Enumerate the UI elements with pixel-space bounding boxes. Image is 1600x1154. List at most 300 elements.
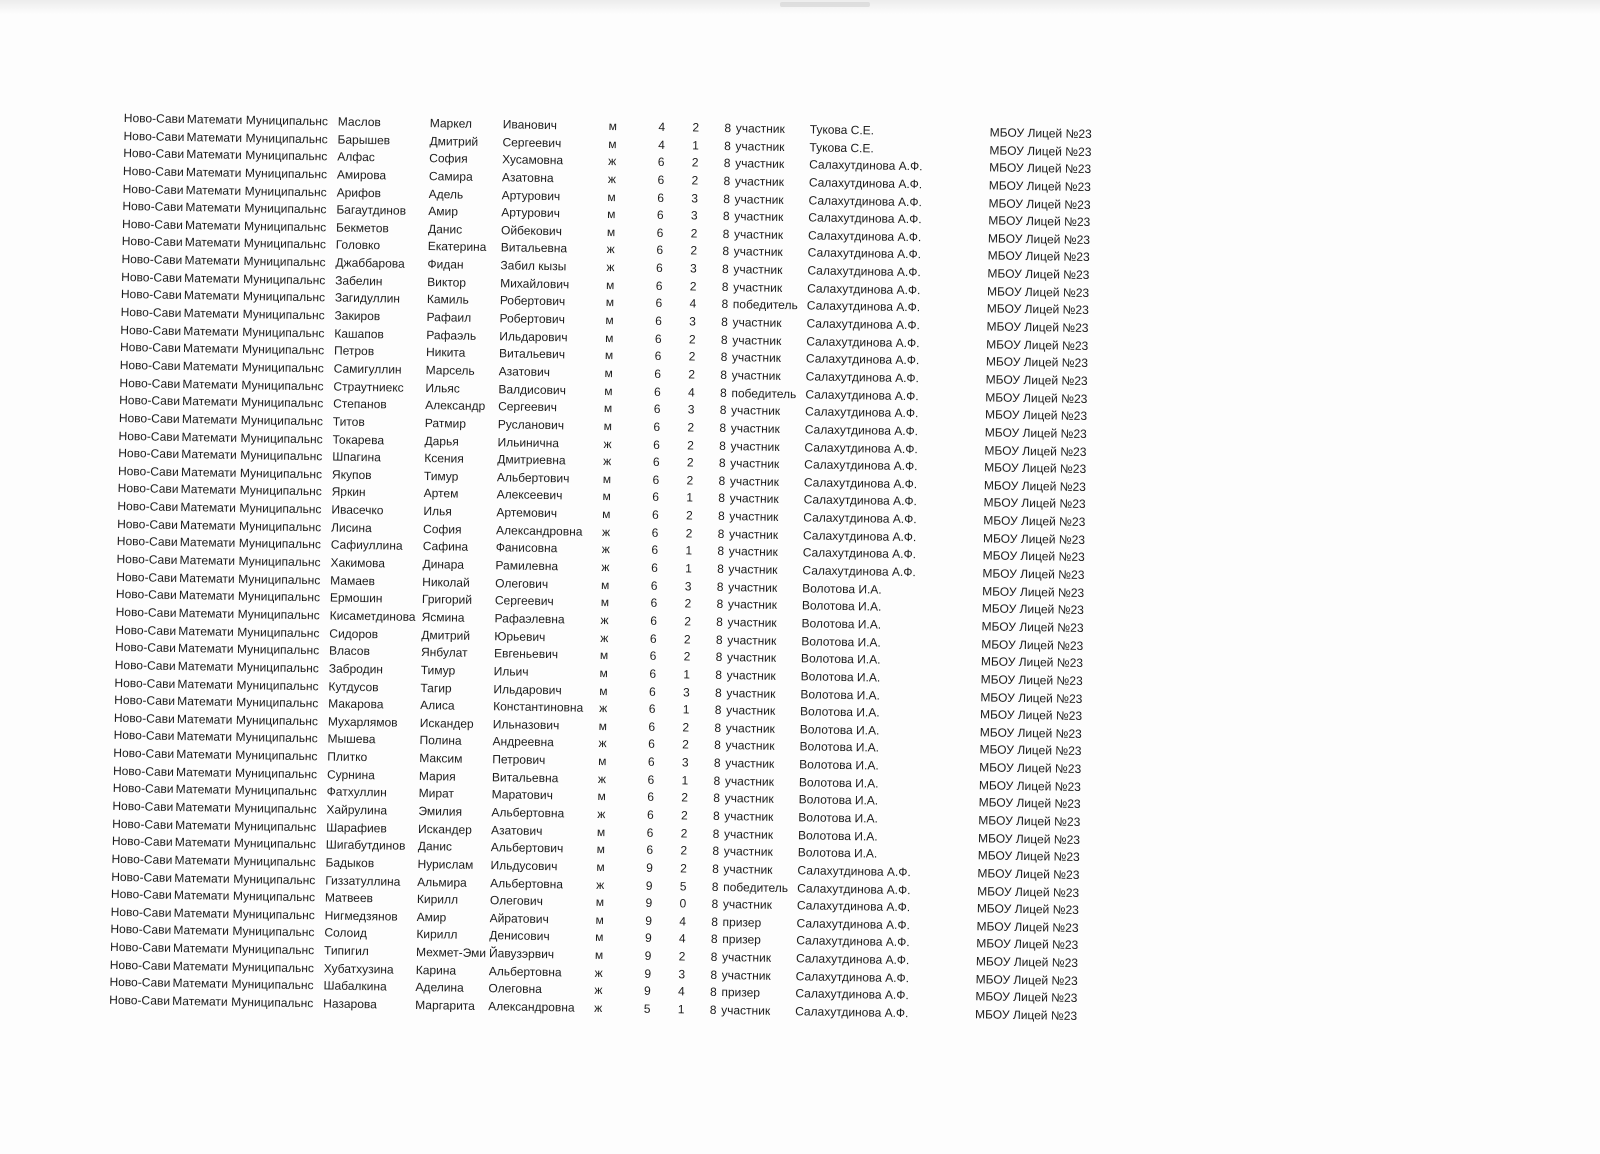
cell-subject: Математи xyxy=(183,323,239,339)
cell-grade: 6 xyxy=(653,437,660,452)
cell-school: Ново-Сави xyxy=(115,587,177,603)
cell-first-name: Марсель xyxy=(425,363,475,378)
cell-school: Ново-Сави xyxy=(113,745,175,761)
cell-max-score: 8 xyxy=(715,667,723,682)
cell-score: 1 xyxy=(685,543,693,558)
cell-patronymic: Ильинична xyxy=(497,434,560,450)
cell-organization: МБОУ Лицей №23 xyxy=(980,689,1083,706)
cell-sex: м xyxy=(605,295,615,310)
cell-status: участник xyxy=(731,350,782,366)
cell-last-name: Власов xyxy=(328,643,371,659)
cell-organization: МБОУ Лицей №23 xyxy=(975,954,1079,971)
cell-first-name: Рафаил xyxy=(426,310,472,325)
cell-school: Ново-Сави xyxy=(111,851,173,867)
cell-stage: Муниципальнс xyxy=(244,165,328,182)
cell-school: Ново-Сави xyxy=(117,499,179,515)
cell-max-score: 8 xyxy=(724,120,732,136)
cell-subject: Математи xyxy=(181,411,238,427)
cell-teacher: Салахутдинова А.Ф. xyxy=(806,334,920,350)
cell-score: 2 xyxy=(691,155,699,170)
cell-first-name: Тимур xyxy=(423,468,459,484)
cell-organization: МБОУ Лицей №23 xyxy=(982,566,1085,583)
cell-stage: Муниципальнс xyxy=(239,501,322,517)
cell-school: Ново-Сави xyxy=(120,322,182,338)
cell-first-name: Илья xyxy=(423,504,452,519)
cell-stage: Муниципальнс xyxy=(236,659,319,676)
cell-patronymic: Олегович xyxy=(489,893,544,909)
cell-grade: 6 xyxy=(647,790,655,805)
cell-organization: МБОУ Лицей №23 xyxy=(987,266,1090,283)
cell-organization: МБОУ Лицей №23 xyxy=(981,601,1084,618)
cell-stage: Муниципальнс xyxy=(242,324,325,341)
cell-organization: МБОУ Лицей №23 xyxy=(984,460,1087,477)
cell-last-name: Джаббарова xyxy=(335,255,405,271)
cell-subject: Математи xyxy=(175,764,232,780)
cell-max-score: 8 xyxy=(713,773,721,788)
cell-grade: 6 xyxy=(646,825,654,840)
cell-status: участник xyxy=(725,756,775,771)
cell-teacher: Салахутдинова А.Ф. xyxy=(802,528,917,544)
cell-max-score: 8 xyxy=(718,491,726,506)
cell-sex: ж xyxy=(608,154,617,169)
cell-grade: 6 xyxy=(653,402,661,417)
cell-score: 2 xyxy=(684,596,692,611)
cell-first-name: Динара xyxy=(422,557,465,572)
cell-teacher: Волотова И.А. xyxy=(798,774,879,791)
cell-organization: МБОУ Лицей №23 xyxy=(987,231,1091,247)
cell-school: Ново-Сави xyxy=(122,199,184,215)
cell-status: участник xyxy=(733,244,783,260)
cell-last-name: Алфас xyxy=(337,149,375,165)
cell-grade: 6 xyxy=(655,313,663,328)
cell-school: Ново-Сави xyxy=(110,922,172,938)
cell-school: Ново-Сави xyxy=(117,516,179,532)
cell-subject: Математи xyxy=(180,482,237,498)
cell-grade: 6 xyxy=(653,419,661,434)
cell-score: 5 xyxy=(679,878,687,893)
cell-stage: Муниципальнс xyxy=(243,218,327,235)
cell-organization: МБОУ Лицей №23 xyxy=(983,495,1086,512)
cell-max-score: 8 xyxy=(712,826,720,841)
cell-first-name: Александр xyxy=(425,398,486,414)
cell-score: 3 xyxy=(691,190,699,206)
cell-first-name: Виктор xyxy=(427,274,467,290)
cell-score: 2 xyxy=(692,120,700,135)
cell-last-name: Шарафиев xyxy=(326,820,387,836)
cell-max-score: 8 xyxy=(721,314,729,330)
cell-school: Ново-Сави xyxy=(118,428,180,444)
cell-patronymic: Ильдарович xyxy=(493,681,562,697)
cell-subject: Математи xyxy=(173,905,230,921)
cell-organization: МБОУ Лицей №23 xyxy=(977,866,1080,882)
cell-stage: Муниципальнс xyxy=(235,730,318,746)
cell-organization: МБОУ Лицей №23 xyxy=(979,742,1082,759)
cell-last-name: Кутдусов xyxy=(328,678,379,694)
cell-organization: МБОУ Лицей №23 xyxy=(978,777,1082,794)
cell-stage: Муниципальнс xyxy=(240,412,324,429)
cell-organization: МБОУ Лицей №23 xyxy=(983,478,1087,494)
cell-organization: МБОУ Лицей №23 xyxy=(976,901,1079,918)
cell-teacher: Волотова И.А. xyxy=(801,616,882,632)
cell-teacher: Салахутдинова А.Ф. xyxy=(805,351,920,368)
cell-status: участник xyxy=(732,315,782,330)
cell-status: призер xyxy=(722,932,762,948)
scan-artifact xyxy=(780,2,870,7)
cell-teacher: Салахутдинова А.Ф. xyxy=(795,986,909,1003)
cell-sex: м xyxy=(598,718,608,733)
cell-school: Ново-Сави xyxy=(121,234,183,250)
cell-subject: Математи xyxy=(185,164,242,180)
cell-stage: Муниципальнс xyxy=(232,924,315,940)
cell-grade: 6 xyxy=(649,631,657,646)
cell-last-name: Самигуллин xyxy=(333,361,402,377)
cell-organization: МБОУ Лицей №23 xyxy=(987,248,1090,265)
cell-organization: МБОУ Лицей №23 xyxy=(989,142,1092,159)
cell-sex: ж xyxy=(603,454,612,469)
cell-stage: Муниципальнс xyxy=(233,836,317,852)
cell-teacher: Салахутдинова А.Ф. xyxy=(804,422,919,439)
cell-school: Ново-Сави xyxy=(110,887,172,903)
cell-organization: МБОУ Лицей №23 xyxy=(985,389,1088,406)
cell-first-name: Амир xyxy=(416,909,447,925)
cell-last-name: Титов xyxy=(332,414,365,429)
cell-patronymic: Алексеевич xyxy=(496,487,563,503)
cell-school: Ново-Сави xyxy=(119,340,181,356)
cell-status: участник xyxy=(729,509,779,524)
cell-patronymic: Александровна xyxy=(488,999,575,1015)
cell-sex: ж xyxy=(597,806,606,822)
cell-school: Ново-Сави xyxy=(117,481,179,497)
cell-organization: МБОУ Лицей №23 xyxy=(985,354,1089,371)
cell-teacher: Волотова И.А. xyxy=(800,669,881,685)
cell-patronymic: Альбертовна xyxy=(491,805,565,821)
cell-subject: Математи xyxy=(181,429,238,445)
cell-subject: Математи xyxy=(184,270,240,286)
cell-status: участник xyxy=(726,685,776,701)
cell-status: участник xyxy=(733,262,783,278)
cell-status: участник xyxy=(721,950,772,965)
cell-status: участник xyxy=(726,667,776,683)
cell-score: 1 xyxy=(692,138,699,153)
cell-school: Ново-Сави xyxy=(115,604,177,620)
cell-organization: МБОУ Лицей №23 xyxy=(975,1007,1078,1023)
cell-last-name: Маслов xyxy=(337,114,381,130)
cell-stage: Муниципальнс xyxy=(239,483,322,499)
cell-max-score: 8 xyxy=(710,932,718,947)
cell-sex: м xyxy=(597,789,606,804)
cell-status: участник xyxy=(735,138,785,154)
cell-school: Ново-Сави xyxy=(113,710,175,726)
cell-first-name: Дмитрий xyxy=(421,627,471,643)
cell-status: участник xyxy=(725,720,775,736)
cell-first-name: Мират xyxy=(418,786,455,801)
cell-teacher: Салахутдинова А.Ф. xyxy=(807,281,921,297)
cell-status: участник xyxy=(724,791,774,807)
cell-subject: Математи xyxy=(177,641,234,657)
cell-patronymic: Альбертовна xyxy=(490,875,564,891)
cell-last-name: Фатхуллин xyxy=(326,784,387,800)
cell-organization: МБОУ Лицей №23 xyxy=(988,195,1091,212)
cell-score: 4 xyxy=(679,914,687,929)
cell-school: Ново-Сави xyxy=(121,216,184,232)
cell-first-name: Рафаэль xyxy=(426,327,477,343)
cell-stage: Муниципальнс xyxy=(231,942,315,958)
cell-grade: 9 xyxy=(644,984,651,999)
cell-subject: Математи xyxy=(173,888,230,904)
cell-score: 2 xyxy=(688,367,696,382)
cell-stage: Муниципальнс xyxy=(238,553,321,570)
cell-teacher: Волотова И.А. xyxy=(799,739,880,756)
cell-teacher: Салахутдинова А.Ф. xyxy=(807,228,922,245)
cell-stage: Муниципальнс xyxy=(231,994,314,1011)
cell-organization: МБОУ Лицей №23 xyxy=(989,125,1092,142)
cell-patronymic: Петрович xyxy=(492,752,546,768)
cell-max-score: 8 xyxy=(719,403,727,418)
cell-school: Ново-Сави xyxy=(111,869,173,885)
cell-subject: Математи xyxy=(183,288,240,304)
cell-status: участник xyxy=(733,226,784,242)
cell-first-name: Никита xyxy=(425,345,466,361)
cell-patronymic: Витальевич xyxy=(498,346,566,362)
cell-max-score: 8 xyxy=(710,949,718,965)
cell-patronymic: Александровна xyxy=(495,522,583,539)
cell-patronymic: Робертович xyxy=(499,293,566,309)
cell-school: Ново-Сави xyxy=(121,252,183,268)
cell-teacher: Салахутдинова А.Ф. xyxy=(806,316,920,333)
cell-status: участник xyxy=(728,579,778,595)
cell-score: 2 xyxy=(680,843,688,858)
cell-school: Ново-Сави xyxy=(113,728,175,744)
cell-patronymic: Рамилевна xyxy=(495,558,559,574)
cell-last-name: Мышева xyxy=(327,731,376,747)
cell-status: участник xyxy=(727,632,777,648)
cell-teacher: Салахутдинова А.Ф. xyxy=(809,157,923,174)
cell-max-score: 8 xyxy=(722,226,730,241)
cell-score: 0 xyxy=(679,896,687,911)
cell-grade: 6 xyxy=(648,719,656,734)
cell-score: 2 xyxy=(687,437,694,453)
cell-stage: Муниципальнс xyxy=(236,677,319,693)
cell-grade: 6 xyxy=(655,296,663,311)
cell-subject: Математи xyxy=(186,147,242,163)
cell-teacher: Салахутдинова А.Ф. xyxy=(802,545,917,562)
cell-grade: 6 xyxy=(657,155,665,170)
cell-patronymic: Альбертовна xyxy=(488,963,562,980)
cell-max-score: 8 xyxy=(722,209,730,224)
cell-sex: ж xyxy=(603,436,612,451)
cell-sex: м xyxy=(600,577,610,592)
cell-patronymic: Олеговна xyxy=(488,981,542,997)
cell-teacher: Волотова И.А. xyxy=(801,633,881,650)
cell-teacher: Волотова И.А. xyxy=(802,580,882,597)
cell-teacher: Салахутдинова А.Ф. xyxy=(802,563,916,580)
cell-subject: Математи xyxy=(172,958,229,974)
cell-last-name: Ивасечко xyxy=(331,502,384,518)
cell-grade: 6 xyxy=(646,843,654,858)
cell-sex: м xyxy=(605,277,615,292)
cell-last-name: Яркин xyxy=(331,484,366,500)
cell-stage: Муниципальнс xyxy=(240,448,323,464)
cell-sex: ж xyxy=(594,965,603,980)
cell-patronymic: Сергеевич xyxy=(494,593,554,609)
cell-last-name: Матвеев xyxy=(324,890,374,906)
cell-patronymic: Азатович xyxy=(491,822,543,838)
cell-max-score: 8 xyxy=(723,191,731,206)
cell-grade: 6 xyxy=(652,472,660,487)
cell-last-name: Плитко xyxy=(327,749,368,765)
cell-subject: Математи xyxy=(179,552,236,568)
cell-last-name: Солоид xyxy=(324,925,368,941)
cell-sex: м xyxy=(605,313,614,328)
cell-school: Ново-Сави xyxy=(119,357,181,373)
cell-school: Ново-Сави xyxy=(123,110,185,127)
cell-first-name: Тимур xyxy=(420,662,456,678)
cell-organization: МБОУ Лицей №23 xyxy=(988,213,1091,230)
cell-teacher: Салахутдинова А.Ф. xyxy=(795,1004,909,1021)
cell-first-name: Алиса xyxy=(420,698,455,713)
cell-school: Ново-Сави xyxy=(112,798,174,814)
cell-patronymic: Евгеньевич xyxy=(493,646,559,662)
cell-school: Ново-Сави xyxy=(117,463,179,479)
cell-first-name: София xyxy=(429,151,468,166)
cell-school: Ново-Сави xyxy=(120,305,182,321)
cell-teacher: Салахутдинова А.Ф. xyxy=(808,192,923,209)
cell-last-name: Сурнина xyxy=(326,767,375,782)
cell-status: участник xyxy=(726,650,777,666)
cell-score: 1 xyxy=(686,490,694,505)
cell-first-name: Ясмина xyxy=(421,609,465,625)
cell-stage: Муниципальнс xyxy=(232,906,315,923)
cell-sex: м xyxy=(596,824,606,839)
cell-sex: ж xyxy=(606,260,615,275)
cell-score: 2 xyxy=(685,508,693,523)
cell-patronymic: Валдисович xyxy=(498,381,567,397)
cell-patronymic: Ильдарович xyxy=(499,328,568,345)
cell-first-name: Артем xyxy=(423,486,459,502)
cell-max-score: 8 xyxy=(721,297,729,312)
cell-stage: Муниципальнс xyxy=(233,871,316,887)
cell-subject: Математи xyxy=(180,464,237,480)
cell-grade: 6 xyxy=(654,349,662,364)
cell-first-name: Николай xyxy=(422,574,470,590)
cell-first-name: Дарья xyxy=(424,433,459,449)
cell-max-score: 8 xyxy=(711,897,719,912)
cell-school: Ново-Сави xyxy=(112,763,174,779)
cell-last-name: Мамаев xyxy=(330,573,376,588)
cell-patronymic: Ильназович xyxy=(492,716,560,733)
cell-score: 2 xyxy=(678,949,686,964)
cell-score: 2 xyxy=(687,420,695,435)
cell-teacher: Волотова И.А. xyxy=(800,651,881,667)
cell-grade: 6 xyxy=(656,243,664,258)
cell-school: Ново-Сави xyxy=(116,534,178,550)
cell-school: Ново-Сави xyxy=(123,128,185,144)
cell-score: 3 xyxy=(690,208,698,223)
cell-subject: Математи xyxy=(186,129,243,145)
cell-max-score: 8 xyxy=(716,579,724,594)
cell-max-score: 8 xyxy=(717,561,724,577)
cell-sex: м xyxy=(602,507,611,522)
cell-sex: ж xyxy=(601,559,610,575)
cell-organization: МБОУ Лицей №23 xyxy=(975,971,1078,988)
cell-max-score: 8 xyxy=(721,262,729,277)
cell-subject: Математи xyxy=(172,993,228,1009)
cell-max-score: 8 xyxy=(711,879,719,894)
cell-first-name: Максим xyxy=(419,751,463,766)
cell-sex: м xyxy=(608,136,617,151)
cell-max-score: 8 xyxy=(713,755,721,771)
cell-grade: 4 xyxy=(658,137,665,152)
cell-grade: 6 xyxy=(655,260,663,276)
cell-sex: ж xyxy=(598,736,607,751)
cell-organization: МБОУ Лицей №23 xyxy=(979,760,1082,777)
cell-organization: МБОУ Лицей №23 xyxy=(982,583,1085,600)
cell-status: участник xyxy=(722,897,773,913)
cell-max-score: 8 xyxy=(715,650,723,665)
cell-status: участник xyxy=(721,967,771,983)
cell-status: участник xyxy=(729,491,779,507)
cell-last-name: Бекметов xyxy=(335,220,389,236)
cell-organization: МБОУ Лицей №23 xyxy=(984,442,1087,459)
cell-teacher: Салахутдинова А.Ф. xyxy=(797,880,911,897)
cell-status: участник xyxy=(724,773,775,789)
cell-school: Ново-Сави xyxy=(109,957,171,973)
cell-organization: МБОУ Лицей №23 xyxy=(980,654,1084,671)
cell-last-name: Арифов xyxy=(336,185,382,200)
cell-score: 2 xyxy=(686,473,694,488)
cell-last-name: Забелин xyxy=(335,273,383,289)
cell-sex: м xyxy=(599,683,608,698)
cell-stage: Муниципальнс xyxy=(245,148,328,164)
cell-sex: м xyxy=(594,948,604,963)
cell-grade: 5 xyxy=(643,1001,651,1016)
cell-school: Ново-Сави xyxy=(118,446,180,462)
cell-stage: Муниципальнс xyxy=(233,853,316,870)
cell-subject: Математи xyxy=(172,941,229,956)
cell-first-name: Маркел xyxy=(429,116,473,131)
cell-max-score: 8 xyxy=(716,614,724,629)
cell-grade: 6 xyxy=(657,172,665,187)
cell-sex: м xyxy=(596,842,606,857)
cell-status: участник xyxy=(731,368,781,383)
cell-sex: ж xyxy=(601,524,611,539)
cell-last-name: Лисина xyxy=(330,520,372,535)
cell-subject: Математи xyxy=(182,376,239,392)
cell-teacher: Салахутдинова А.Ф. xyxy=(795,951,910,968)
cell-stage: Муниципальнс xyxy=(239,518,322,535)
cell-teacher: Волотова И.А. xyxy=(801,598,882,614)
cell-subject: Математи xyxy=(186,112,243,127)
cell-max-score: 8 xyxy=(712,844,720,859)
cell-stage: Муниципальнс xyxy=(241,359,324,376)
cell-status: участник xyxy=(727,615,777,630)
cell-organization: МБОУ Лицей №23 xyxy=(988,178,1091,194)
cell-school: Ново-Сави xyxy=(122,181,184,197)
cell-sex: ж xyxy=(600,630,609,645)
cell-score: 2 xyxy=(683,649,691,664)
cell-patronymic: Русланович xyxy=(497,417,565,433)
cell-subject: Математи xyxy=(180,517,236,533)
cell-patronymic: Артемович xyxy=(496,505,558,521)
cell-subject: Математи xyxy=(177,676,234,692)
cell-school: Ново-Сави xyxy=(111,834,173,850)
cell-last-name: Сафиуллина xyxy=(330,537,403,554)
cell-first-name: Фидан xyxy=(427,257,464,272)
cell-score: 1 xyxy=(683,667,691,682)
cell-school: Ново-Сави xyxy=(114,693,176,709)
cell-stage: Муниципальнс xyxy=(234,800,317,817)
cell-grade: 9 xyxy=(646,860,653,875)
